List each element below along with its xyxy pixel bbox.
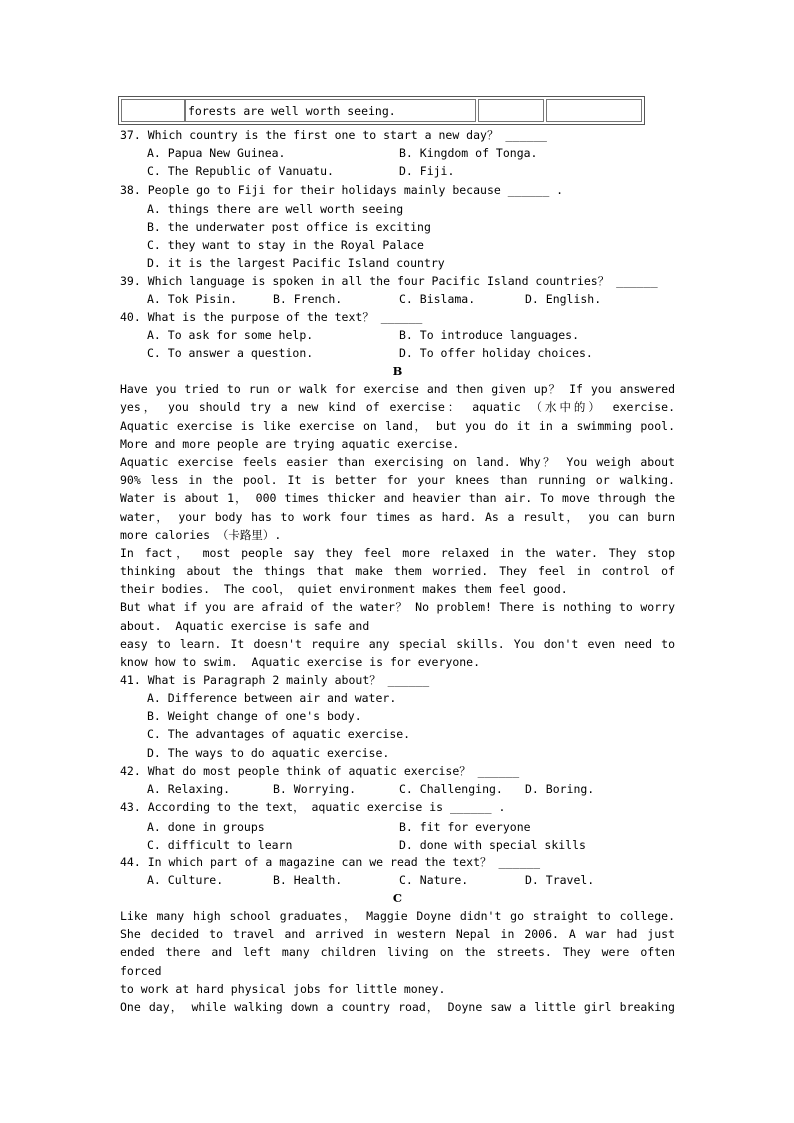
question-44-option-c: C. Nature. (399, 873, 469, 887)
question-41-option-a: A. Difference between air and water. (147, 691, 397, 705)
passage-b-line: But what if you are afraid of the water？ No problem! There is nothing to worry (120, 600, 675, 614)
question-38-option-d: D. it is the largest Pacific Island country (147, 256, 445, 270)
passage-b-line: yes， you should try a new kind of exercise： aquatic （水中的） exercise. (120, 400, 675, 414)
question-44-option-d: D. Travel. (525, 873, 595, 887)
question-43-option-b: B. fit for everyone (399, 820, 531, 834)
question-40-option-d: D. To offer holiday choices. (399, 346, 593, 360)
passage-c-line: One day， while walking down a country road， Doyne saw a little girl breaking (120, 1000, 675, 1014)
passage-b-line: about. Aquatic exercise is safe and (120, 619, 370, 633)
question-38-option-c: C. they want to stay in the Royal Palace (147, 238, 424, 252)
question-42-option-c: C. Challenging. (399, 782, 503, 796)
passage-c-line: ended there and left many children living on the streets. They were often (120, 945, 675, 959)
question-37-option-a: A. Papua New Guinea. (147, 146, 286, 160)
question-38-stem: 38. People go to Fiji for their holidays mainly because ______ . (120, 183, 564, 197)
question-38-option-b: B. the underwater post office is exciting (147, 220, 431, 234)
question-39-stem: 39. Which language is spoken in all the four Pacific Island countries？ ______ (120, 274, 658, 288)
question-39-option-c: C. Bislama. (399, 292, 476, 306)
question-40-option-b: B. To introduce languages. (399, 328, 580, 342)
passage-b-line: 90% less in the pool. It is better for your knees than running or walking. (120, 473, 675, 487)
passage-c-line: She decided to travel and arrived in western Nepal in 2006. A war had just (120, 927, 675, 941)
table-row-strip (118, 96, 645, 125)
passage-c-line: Like many high school graduates， Maggie Doyne didn't go straight to college. (120, 909, 675, 923)
section-c-heading: C (392, 891, 403, 905)
question-41-option-d: D. The ways to do aquatic exercise. (147, 746, 390, 760)
question-38-option-a: A. things there are well worth seeing (147, 202, 404, 216)
table-cell-2 (185, 99, 476, 122)
question-37-option-c: C. The Republic of Vanuatu. (147, 164, 334, 178)
section-b-heading: B (392, 364, 403, 378)
question-43-option-a: A. done in groups (147, 820, 265, 834)
passage-b-line: their bodies. The cool， quiet environment makes them feel good. (120, 582, 568, 596)
passage-b-line: thinking about the things that make them worried. They feel in control of (120, 564, 675, 578)
question-41-stem: 41. What is Paragraph 2 mainly about？ ______ (120, 673, 430, 687)
passage-b-line: Have you tried to run or walk for exercise and then given up？ If you answered (120, 382, 675, 396)
passage-b-line: Water is about 1， 000 times thicker and heavier than air. To move through the (120, 491, 675, 505)
passage-b-line: easy to learn. It doesn't require any special skills. You don't even need to (120, 637, 675, 651)
passage-b-line: more calories （卡路里）. (120, 528, 282, 542)
passage-c-line: to work at hard physical jobs for little money. (120, 982, 446, 996)
passage-b-line: know how to swim. Aquatic exercise is for everyone. (120, 655, 481, 669)
passage-b-line: Aquatic exercise feels easier than exercising on land. Why？ You weigh about (120, 455, 675, 469)
table-cell-text: forests are well worth seeing. (188, 104, 396, 118)
question-39-option-d: D. English. (525, 292, 602, 306)
table-cell-1 (121, 99, 185, 122)
question-40-option-c: C. To answer a question. (147, 346, 314, 360)
question-41-option-b: B. Weight change of one's body. (147, 709, 362, 723)
passage-b-line: Aquatic exercise is like exercise on land， but you do it in a swimming pool. (120, 419, 675, 433)
question-41-option-c: C. The advantages of aquatic exercise. (147, 727, 411, 741)
question-37-option-b: B. Kingdom of Tonga. (399, 146, 538, 160)
question-42-stem: 42. What do most people think of aquatic exercise？ ______ (120, 764, 520, 778)
question-44-stem: 44. In which part of a magazine can we read the text？ ______ (120, 855, 540, 869)
passage-c-line: forced (120, 964, 162, 978)
question-43-option-d: D. done with special skills (399, 838, 586, 852)
passage-b-line: water， your body has to work four times as hard. As a result， you can burn (120, 510, 675, 524)
question-44-option-b: B. Health. (273, 873, 343, 887)
question-42-option-d: D. Boring. (525, 782, 595, 796)
question-42-option-a: A. Relaxing. (147, 782, 231, 796)
question-40-stem: 40. What is the purpose of the text？ ______ (120, 310, 423, 324)
table-cell-3 (478, 99, 544, 122)
question-37-stem: 37. Which country is the first one to start a new day？ ______ (120, 128, 547, 142)
passage-b-line: In fact， most people say they feel more relaxed in the water. They stop (120, 546, 675, 560)
question-37-option-d: D. Fiji. (399, 164, 455, 178)
passage-b-line: More and more people are trying aquatic exercise. (120, 437, 460, 451)
question-40-option-a: A. To ask for some help. (147, 328, 314, 342)
question-39-option-b: B. French. (273, 292, 343, 306)
table-cell-4 (546, 99, 642, 122)
question-43-stem: 43. According to the text， aquatic exercise is ______ . (120, 800, 506, 814)
question-44-option-a: A. Culture. (147, 873, 224, 887)
question-42-option-b: B. Worrying. (273, 782, 357, 796)
question-39-option-a: A. Tok Pisin. (147, 292, 238, 306)
question-43-option-c: C. difficult to learn (147, 838, 293, 852)
